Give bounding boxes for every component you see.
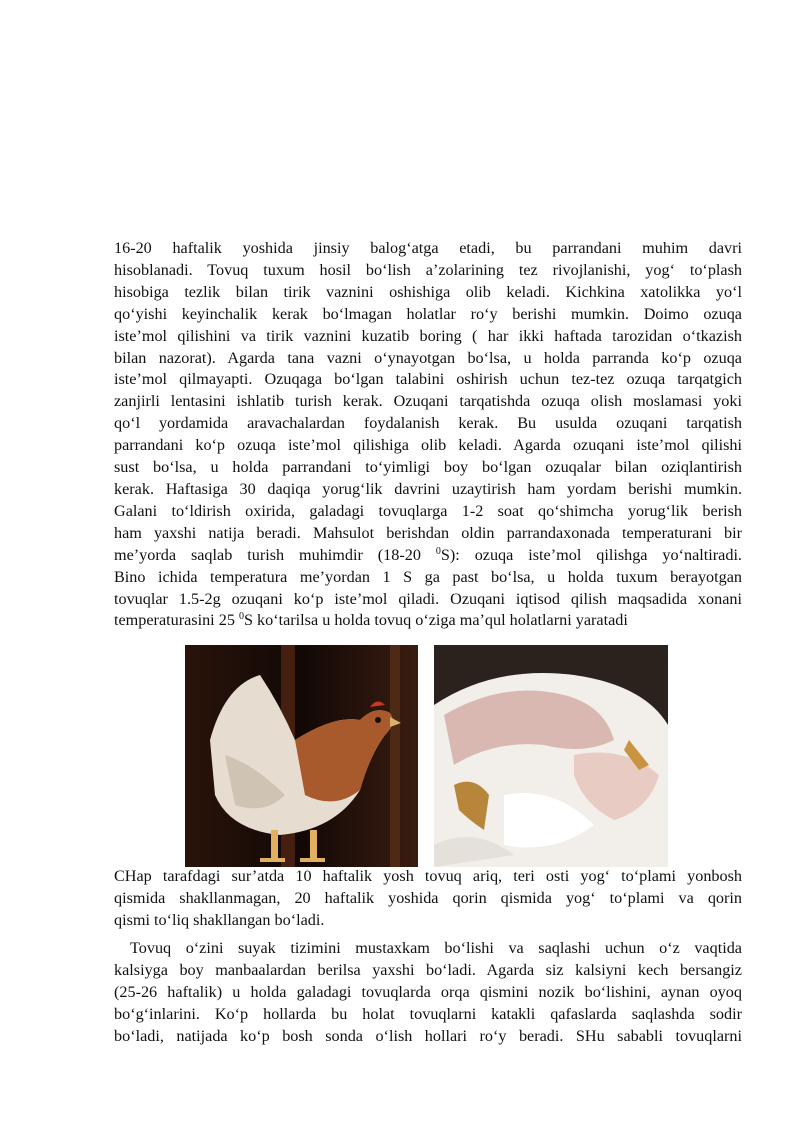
text-line: (25-26 haftalik) u holda galadagi tovuqlarda orqa qismini nozik bo‘lishini, aynan oyoq [114,982,742,1001]
text-line: Galani to‘ldirish oxirida, galadagi tovuqlarga 1-2 soat qo‘shimcha yorug‘lik berish [114,501,742,520]
text-line: kalsiyga boy manbaalardan berilsa yaxshi bo‘ladi. Agarda siz kalsiyni kech bersangiz [114,960,742,979]
text-line: hisobiga tezlik bilan tirik vaznini oshishiga olib keladi. Kichkina xatolikka yo‘l [114,282,742,301]
hen-illustration [185,645,418,867]
text-line: 16-20 haftalik yoshida jinsiy balog‘atga etadi, bu parrandani muhim davri [114,239,742,257]
text-line: tovuqlar 1.5-2g ozuqani ko‘p iste’mol qiladi. Ozuqani iqtisod qilish maqsadida xonani [114,589,742,608]
text-line: Tovuq o‘zini suyak tizimini mustaxkam bo‘lishi va saqlashi uchun o‘z vaqtida [130,939,742,957]
paragraph-feeding [114,238,742,632]
text-line-temperature [114,545,742,567]
photo-caption [114,866,742,932]
text-line: qo‘yishi keyinchalik kerak bo‘lmagan holatlar ro‘y berishi mumkin. Doimo ozuqa [114,304,742,323]
text-line: ham yaxshi natija beradi. Mahsulot berishdan oldin parrandaxonada temperaturani bir [114,523,742,542]
text-line: qo‘l yordamida aravachalardan foydalanish kerak. Bu usulda ozuqani tarqatish [114,414,742,433]
text-line: sust bo‘lsa, u holda parrandani to‘yimligi boy bo‘lgan ozuqalar bilan oziqlantirish [114,458,742,477]
degree-superscript: 0 [435,545,441,557]
degree-superscript: 0 [238,611,244,623]
text-line: parrandani ko‘p ozuqa iste’mol qilishiga olib keladi. Agarda ozuqani iste’mol qilishi [114,436,742,455]
text-line: bo‘ladi, natijada ko‘p bosh sonda o‘lish hollari ro‘y beradi. SHu sababli tovuqlarni [114,1026,742,1045]
caption-line: qismi to‘liq shakllangan bo‘ladi. [114,910,325,929]
caption-line: CHap tarafdagi sur’atda 10 haftalik yosh tovuq ariq, teri osti yog‘ to‘plami yonbosh [114,867,742,885]
hen-in-hands-illustration [434,645,668,867]
text-line: zanjirli lentasini ishlatib turish kerak. Ozuqani tarqatishda ozuqa olish moslamasi yoki [114,392,742,411]
photo-adult-hen-handled [434,645,668,867]
text-fragment: S ko‘tarilsa u holda tovuq o‘ziga ma’qul holatlarni yaratadi [243,611,628,630]
text-fragment: temperaturasini 25 [114,611,239,630]
text-line-last [114,610,742,632]
text-line: Bino ichida temperatura me’yordan 1 S ga past bo‘lsa, u holda tuxum berayotgan [114,567,742,586]
caption-line: qismida shakllanmagan, 20 haftalik yoshida qorin qismida yog‘ to‘plami va qorin [114,888,742,907]
text-line: iste’mol qilmayapti. Ozuqaga bo‘lgan talabini oshirish uchun tez-tez ozuqa tarqatgich [114,370,742,389]
text-line: hisoblanadi. Tovuq tuxum hosil bo‘lish a’zolarining tez rivojlanishi, yog‘ to‘plash [114,260,742,279]
text-line: bo‘g‘inlarini. Ko‘p hollarda bu holat tovuqlarni katakli qafaslarda saqlashda sodir [114,1004,742,1023]
photo-young-hen [185,645,418,867]
paragraph-calcium [114,938,742,1048]
text-line: bilan nazorat). Agarda tana vazni o‘ynayotgan bo‘lsa, u holda parranda ko‘p ozuqa [114,348,742,367]
text-line: kerak. Haftasiga 30 daqiqa yorug‘lik davrini uzaytirish ham yordam berishi mumkin. [114,479,742,498]
text-fragment: me’yorda saqlab turish muhimdir (18-20 [114,545,436,564]
text-line: iste’mol qilishini va tirik vaznini kuzatib boring ( har ikki haftada tarozidan o‘tkazish [114,326,742,345]
text-fragment: S): ozuqa iste’mol qilishga yo‘naltiradi. [440,545,742,564]
